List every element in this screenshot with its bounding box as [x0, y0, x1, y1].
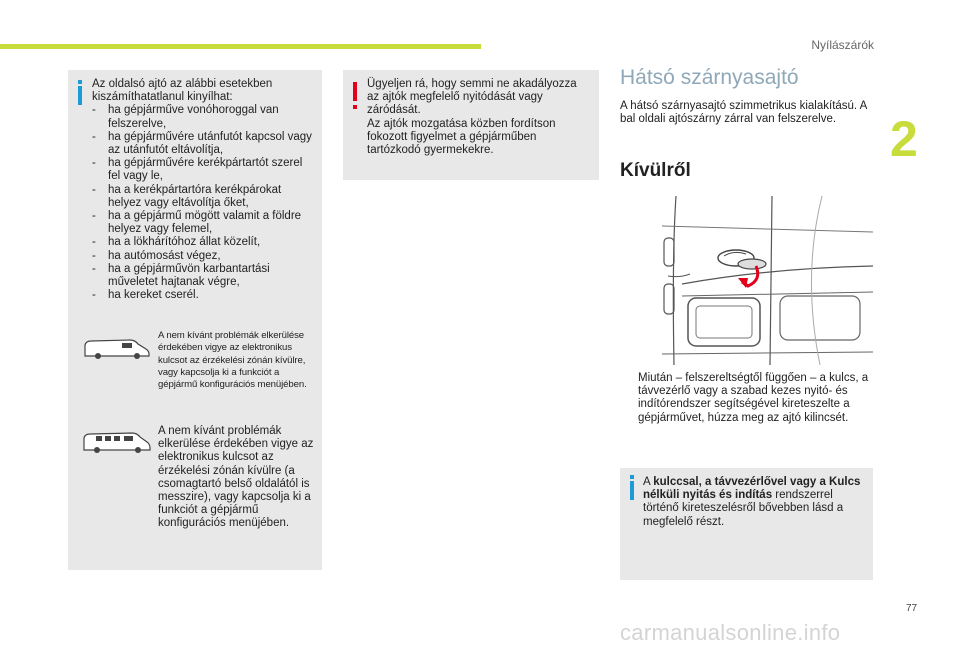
- side-door-list: [92, 104, 316, 302]
- list-item: - ha autómosást végez,: [92, 250, 316, 263]
- rear-door-handle-illustration: [662, 196, 873, 365]
- list-item: - ha gépjárműve vonóhoroggal van felszerelve,: [92, 104, 316, 130]
- warning-icon: [353, 82, 357, 101]
- van-note-short: A nem kívánt problémák elkerülése érdekében vigye az elektronikus kulcsot az érzékelési zónán kívülre, vagy kapcsolja ki a funkciót a gépjármű konfigurációs menüjében.: [158, 330, 307, 391]
- info-box-unlocking: [620, 468, 873, 580]
- side-door-intro: [92, 78, 316, 302]
- section-header: Nyílászárók: [811, 38, 874, 52]
- info-icon: [78, 86, 82, 105]
- list-item: - ha a gépjárművön karbantartási műveletet hajtanak végre,: [92, 263, 316, 289]
- warning-text-1: Ügyeljen rá, hogy semmi ne akadályozza az ajtók megfelelő nyitódását vagy záródását.: [367, 78, 577, 117]
- info-rest-text: rendszerrel történő kireteszelésről bővebben lásd a megfelelő részt.: [643, 489, 844, 528]
- section-title: Hátsó szárnyasajtó: [620, 66, 799, 89]
- list-item: - ha gépjárművére kerékpártartót szerel fel vagy le,: [92, 157, 316, 183]
- side-door-intro-text: Az oldalsó ajtó az alábbi esetekben kiszámíthatatlanul kinyílhat:: [92, 78, 273, 104]
- van-long-icon: [82, 430, 152, 454]
- chapter-number: 2: [890, 111, 918, 167]
- warning-box: [343, 70, 599, 180]
- list-item: - ha a gépjármű mögött valamit a földre helyez vagy felemel,: [92, 210, 316, 236]
- info-bold-text: kulccsal, a távvezérlővel vagy a Kulcs nélküli nyitás és indítás: [643, 476, 861, 502]
- list-item: - ha a kerékpártartóra kerékpárokat helyez vagy eltávolítja őket,: [92, 184, 316, 210]
- list-item: - ha a lökhárítóhoz állat közelít,: [92, 236, 316, 249]
- info-box-side-door: [68, 70, 322, 570]
- rear-door-intro: A hátsó szárnyasajtó szimmetrikus kialakítású. A bal oldali ajtószárny zárral van felszerelve.: [620, 100, 867, 126]
- watermark: carmanualsonline.info: [620, 620, 841, 645]
- van-note-long: A nem kívánt problémák elkerülése érdekében vigye az elektronikus kulcsot az érzékelési zónán kívülre (a csomagtartó belső oldalától is messzire), vagy kapcsolja ki a funkciót a gépjármű konfigurációs menüjében.: [158, 425, 314, 530]
- list-item: - ha kereket cserél.: [92, 289, 316, 302]
- list-item: - ha gépjárművére utánfutót kapcsol vagy az utánfutót eltávolítja,: [92, 131, 316, 157]
- instruction-bullet: [620, 372, 876, 425]
- subsection-title: Kívülről: [620, 160, 691, 181]
- warning-text: [367, 78, 591, 157]
- unlocking-info-text: [643, 476, 865, 529]
- page-number: 77: [906, 603, 918, 614]
- warning-text-2: Az ajtók mozgatása közben fordítson fokozott figyelmet a gépjárműben tartózkodó gyermekekre.: [367, 117, 556, 157]
- info-prefix: A: [643, 476, 654, 488]
- instruction-text: Miután – felszereltségtől függően – a kulcs, a távvezérlő vagy a szabad kezes nyitó- és indítórendszer segítségével kireteszelte a gépjárművet, húzza meg az ajtó kilincsét.: [638, 372, 869, 424]
- van-short-icon: [82, 336, 152, 360]
- top-accent-bar: [0, 44, 481, 49]
- info-icon: [630, 481, 634, 500]
